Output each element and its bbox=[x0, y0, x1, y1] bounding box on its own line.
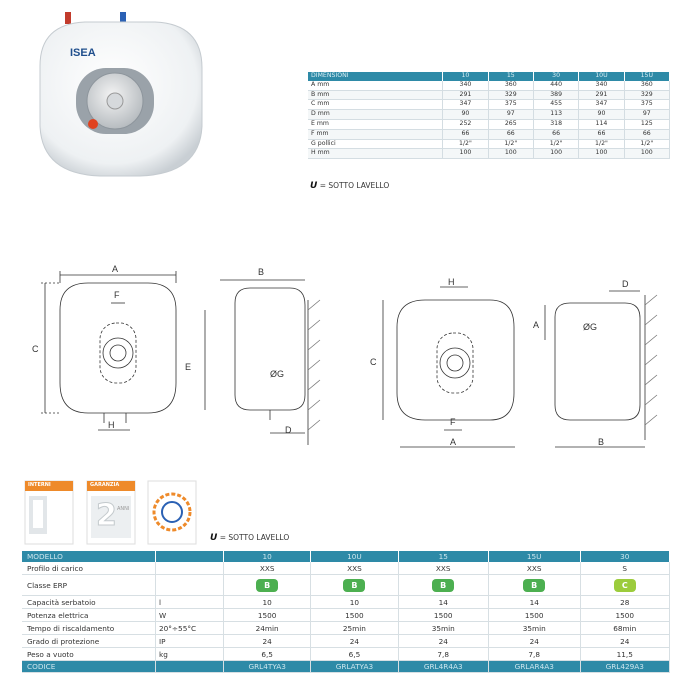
model-cell: 14 bbox=[488, 596, 580, 609]
model-row-unit: IP bbox=[156, 635, 224, 648]
model-row-unit: l bbox=[156, 596, 224, 609]
dims-header-cell: 15U bbox=[624, 72, 669, 81]
dims-cell: 97 bbox=[624, 110, 669, 120]
erp-class-cell bbox=[488, 575, 580, 596]
product-photo bbox=[20, 6, 210, 181]
erp-class-badge: B bbox=[256, 579, 278, 592]
dims-cell: 360 bbox=[488, 81, 533, 90]
dims-row-label: B mm bbox=[308, 90, 443, 100]
dim-label-h: H bbox=[108, 420, 115, 430]
dim-label-c-u: C bbox=[370, 357, 377, 367]
dims-row-label: A mm bbox=[308, 81, 443, 90]
dim-label-f-u: F bbox=[450, 417, 456, 427]
dim-label-a-side: A bbox=[533, 320, 540, 330]
model-row bbox=[22, 622, 670, 635]
dims-cell: 66 bbox=[624, 129, 669, 139]
dims-cell: 347 bbox=[443, 100, 488, 110]
model-row bbox=[22, 575, 670, 596]
models-header-cell: 15U bbox=[488, 551, 580, 562]
model-cell: 24 bbox=[311, 635, 398, 648]
dims-cell: 97 bbox=[488, 110, 533, 120]
dim-label-g: ØG bbox=[270, 369, 285, 379]
dims-cell: 100 bbox=[579, 149, 624, 159]
erp-class-cell bbox=[224, 575, 311, 596]
dim-label-d-u: D bbox=[622, 279, 629, 289]
dim-label-g-u: ØG bbox=[583, 322, 598, 332]
dims-row-label: H mm bbox=[308, 149, 443, 159]
dims-cell: 340 bbox=[579, 81, 624, 90]
model-cell: XXS bbox=[488, 562, 580, 575]
code-row-unit bbox=[156, 661, 224, 673]
model-cell: 24 bbox=[488, 635, 580, 648]
dim-label-c: C bbox=[32, 344, 39, 354]
erp-class-badge: B bbox=[432, 579, 454, 592]
models-body bbox=[22, 562, 670, 673]
dim-label-d: D bbox=[285, 425, 292, 435]
model-cell: 24 bbox=[398, 635, 488, 648]
dim-label-f: F bbox=[114, 290, 120, 300]
model-cell: 68min bbox=[580, 622, 670, 635]
model-cell: 1500 bbox=[580, 609, 670, 622]
dims-header-cell: DIMENSIONI bbox=[308, 72, 443, 81]
dims-row-label: D mm bbox=[308, 110, 443, 120]
technical-drawings bbox=[0, 255, 700, 460]
models-header-cell: 10 bbox=[224, 551, 311, 562]
dims-cell: 114 bbox=[579, 119, 624, 129]
dims-cell: 100 bbox=[443, 149, 488, 159]
dim-label-b: B bbox=[258, 267, 265, 277]
model-cell: 1500 bbox=[398, 609, 488, 622]
note-u-top: U = SOTTO LAVELLO bbox=[310, 181, 390, 191]
dims-row bbox=[308, 119, 670, 129]
dims-header-cell: 10U bbox=[579, 72, 624, 81]
model-row bbox=[22, 596, 670, 609]
dims-row bbox=[308, 90, 670, 100]
code-row-label: CODICE bbox=[22, 661, 156, 673]
dims-cell: 66 bbox=[579, 129, 624, 139]
dims-cell: 252 bbox=[443, 119, 488, 129]
dims-row bbox=[308, 139, 670, 149]
dim-label-a-u: A bbox=[450, 437, 457, 447]
badge-garanzia bbox=[86, 480, 136, 545]
dim-label-b-u: B bbox=[598, 437, 605, 447]
model-row-unit bbox=[156, 562, 224, 575]
model-cell: S bbox=[580, 562, 670, 575]
model-cell: 10 bbox=[224, 596, 311, 609]
dims-row-label: E mm bbox=[308, 119, 443, 129]
erp-class-cell bbox=[311, 575, 398, 596]
dims-cell: 375 bbox=[624, 100, 669, 110]
note-u-bottom: U = SOTTO LAVELLO bbox=[210, 533, 290, 543]
dims-cell: 389 bbox=[533, 90, 578, 100]
model-row bbox=[22, 648, 670, 661]
dims-cell: 125 bbox=[624, 119, 669, 129]
models-header-cell bbox=[156, 551, 224, 562]
dims-cell: 375 bbox=[488, 100, 533, 110]
model-row-label: Tempo di riscaldamento bbox=[22, 622, 156, 635]
dims-row bbox=[308, 149, 670, 159]
erp-class-cell bbox=[580, 575, 670, 596]
dims-cell: 90 bbox=[579, 110, 624, 120]
erp-class-badge: B bbox=[523, 579, 545, 592]
model-row bbox=[22, 562, 670, 575]
dims-cell: 66 bbox=[443, 129, 488, 139]
dims-cell: 329 bbox=[624, 90, 669, 100]
code-cell: GRLAR4A3 bbox=[488, 661, 580, 673]
model-row bbox=[22, 609, 670, 622]
erp-class-badge: B bbox=[343, 579, 365, 592]
model-cell: 6,5 bbox=[311, 648, 398, 661]
model-cell: 6,5 bbox=[224, 648, 311, 661]
model-row-unit: W bbox=[156, 609, 224, 622]
model-cell: 14 bbox=[398, 596, 488, 609]
model-cell: XXS bbox=[224, 562, 311, 575]
dims-header-cell: 30 bbox=[533, 72, 578, 81]
model-cell: XXS bbox=[398, 562, 488, 575]
model-row-label: Capacità serbatoio bbox=[22, 596, 156, 609]
badge-garanzia-label: GARANZIA bbox=[90, 482, 120, 488]
badge-interni bbox=[24, 480, 74, 545]
dims-cell: 455 bbox=[533, 100, 578, 110]
dims-cell: 100 bbox=[488, 149, 533, 159]
dims-cell: 360 bbox=[624, 81, 669, 90]
dims-row bbox=[308, 81, 670, 90]
model-row-label: Peso a vuoto bbox=[22, 648, 156, 661]
dim-label-a: A bbox=[112, 264, 119, 274]
badge-interni-label: INTERNI bbox=[28, 482, 51, 488]
model-cell: 35min bbox=[488, 622, 580, 635]
model-row-unit bbox=[156, 575, 224, 596]
code-cell: GRL4R4A3 bbox=[398, 661, 488, 673]
dims-cell: 347 bbox=[579, 100, 624, 110]
model-cell: 7,8 bbox=[488, 648, 580, 661]
erp-class-badge: C bbox=[614, 579, 636, 592]
model-cell: 1500 bbox=[224, 609, 311, 622]
badge-years: 2 bbox=[96, 498, 117, 533]
model-cell: 35min bbox=[398, 622, 488, 635]
code-row bbox=[22, 661, 670, 673]
model-row-label: Profilo di carico bbox=[22, 562, 156, 575]
dims-cell: 100 bbox=[533, 149, 578, 159]
models-header-cell: MODELLO bbox=[22, 551, 156, 562]
dims-cell: 1/2" bbox=[488, 139, 533, 149]
dims-row-label: G pollici bbox=[308, 139, 443, 149]
model-cell: 10 bbox=[311, 596, 398, 609]
dims-cell: 340 bbox=[443, 81, 488, 90]
dims-cell: 100 bbox=[624, 149, 669, 159]
model-row-unit: 20°÷55°C bbox=[156, 622, 224, 635]
model-cell: 1500 bbox=[311, 609, 398, 622]
brand-logo: ISEA bbox=[70, 47, 96, 59]
model-cell: 24min bbox=[224, 622, 311, 635]
dims-cell: 1/2" bbox=[579, 139, 624, 149]
model-row-label: Grado di protezione bbox=[22, 635, 156, 648]
dims-cell: 113 bbox=[533, 110, 578, 120]
code-cell: GRL429A3 bbox=[580, 661, 670, 673]
models-header-cell: 30 bbox=[580, 551, 670, 562]
erp-class-cell bbox=[398, 575, 488, 596]
dims-cell: 1/2" bbox=[624, 139, 669, 149]
dims-cell: 1/2" bbox=[533, 139, 578, 149]
dims-row bbox=[308, 100, 670, 110]
models-table bbox=[22, 551, 670, 673]
dims-row-label: C mm bbox=[308, 100, 443, 110]
model-cell: 11,5 bbox=[580, 648, 670, 661]
model-row-unit: kg bbox=[156, 648, 224, 661]
dims-cell: 66 bbox=[488, 129, 533, 139]
dims-cell: 66 bbox=[533, 129, 578, 139]
badge-anni: ANNI bbox=[117, 506, 130, 512]
dims-row bbox=[308, 129, 670, 139]
models-header-cell: 15 bbox=[398, 551, 488, 562]
dims-row bbox=[308, 110, 670, 120]
dims-cell: 440 bbox=[533, 81, 578, 90]
dims-cell: 291 bbox=[579, 90, 624, 100]
model-row bbox=[22, 635, 670, 648]
model-cell: XXS bbox=[311, 562, 398, 575]
model-cell: 24 bbox=[224, 635, 311, 648]
dims-cell: 265 bbox=[488, 119, 533, 129]
dims-cell: 291 bbox=[443, 90, 488, 100]
dims-cell: 318 bbox=[533, 119, 578, 129]
code-cell: GRLATYA3 bbox=[311, 661, 398, 673]
code-cell: GRL4TYA3 bbox=[224, 661, 311, 673]
dims-cell: 1/2" bbox=[443, 139, 488, 149]
model-cell: 25min bbox=[311, 622, 398, 635]
dims-header-cell: 10 bbox=[443, 72, 488, 81]
models-header-cell: 10U bbox=[311, 551, 398, 562]
model-row-label: Classe ERP bbox=[22, 575, 156, 596]
model-cell: 1500 bbox=[488, 609, 580, 622]
dims-body bbox=[308, 81, 670, 159]
model-cell: 7,8 bbox=[398, 648, 488, 661]
badge-thermo bbox=[147, 480, 197, 545]
dims-row-label: F mm bbox=[308, 129, 443, 139]
dimensions-table bbox=[308, 72, 670, 159]
dims-cell: 90 bbox=[443, 110, 488, 120]
dims-header-cell: 15 bbox=[488, 72, 533, 81]
dim-label-e: E bbox=[185, 362, 192, 372]
model-cell: 28 bbox=[580, 596, 670, 609]
model-row-label: Potenza elettrica bbox=[22, 609, 156, 622]
dims-cell: 329 bbox=[488, 90, 533, 100]
model-cell: 24 bbox=[580, 635, 670, 648]
dim-label-h-u: H bbox=[448, 277, 455, 287]
